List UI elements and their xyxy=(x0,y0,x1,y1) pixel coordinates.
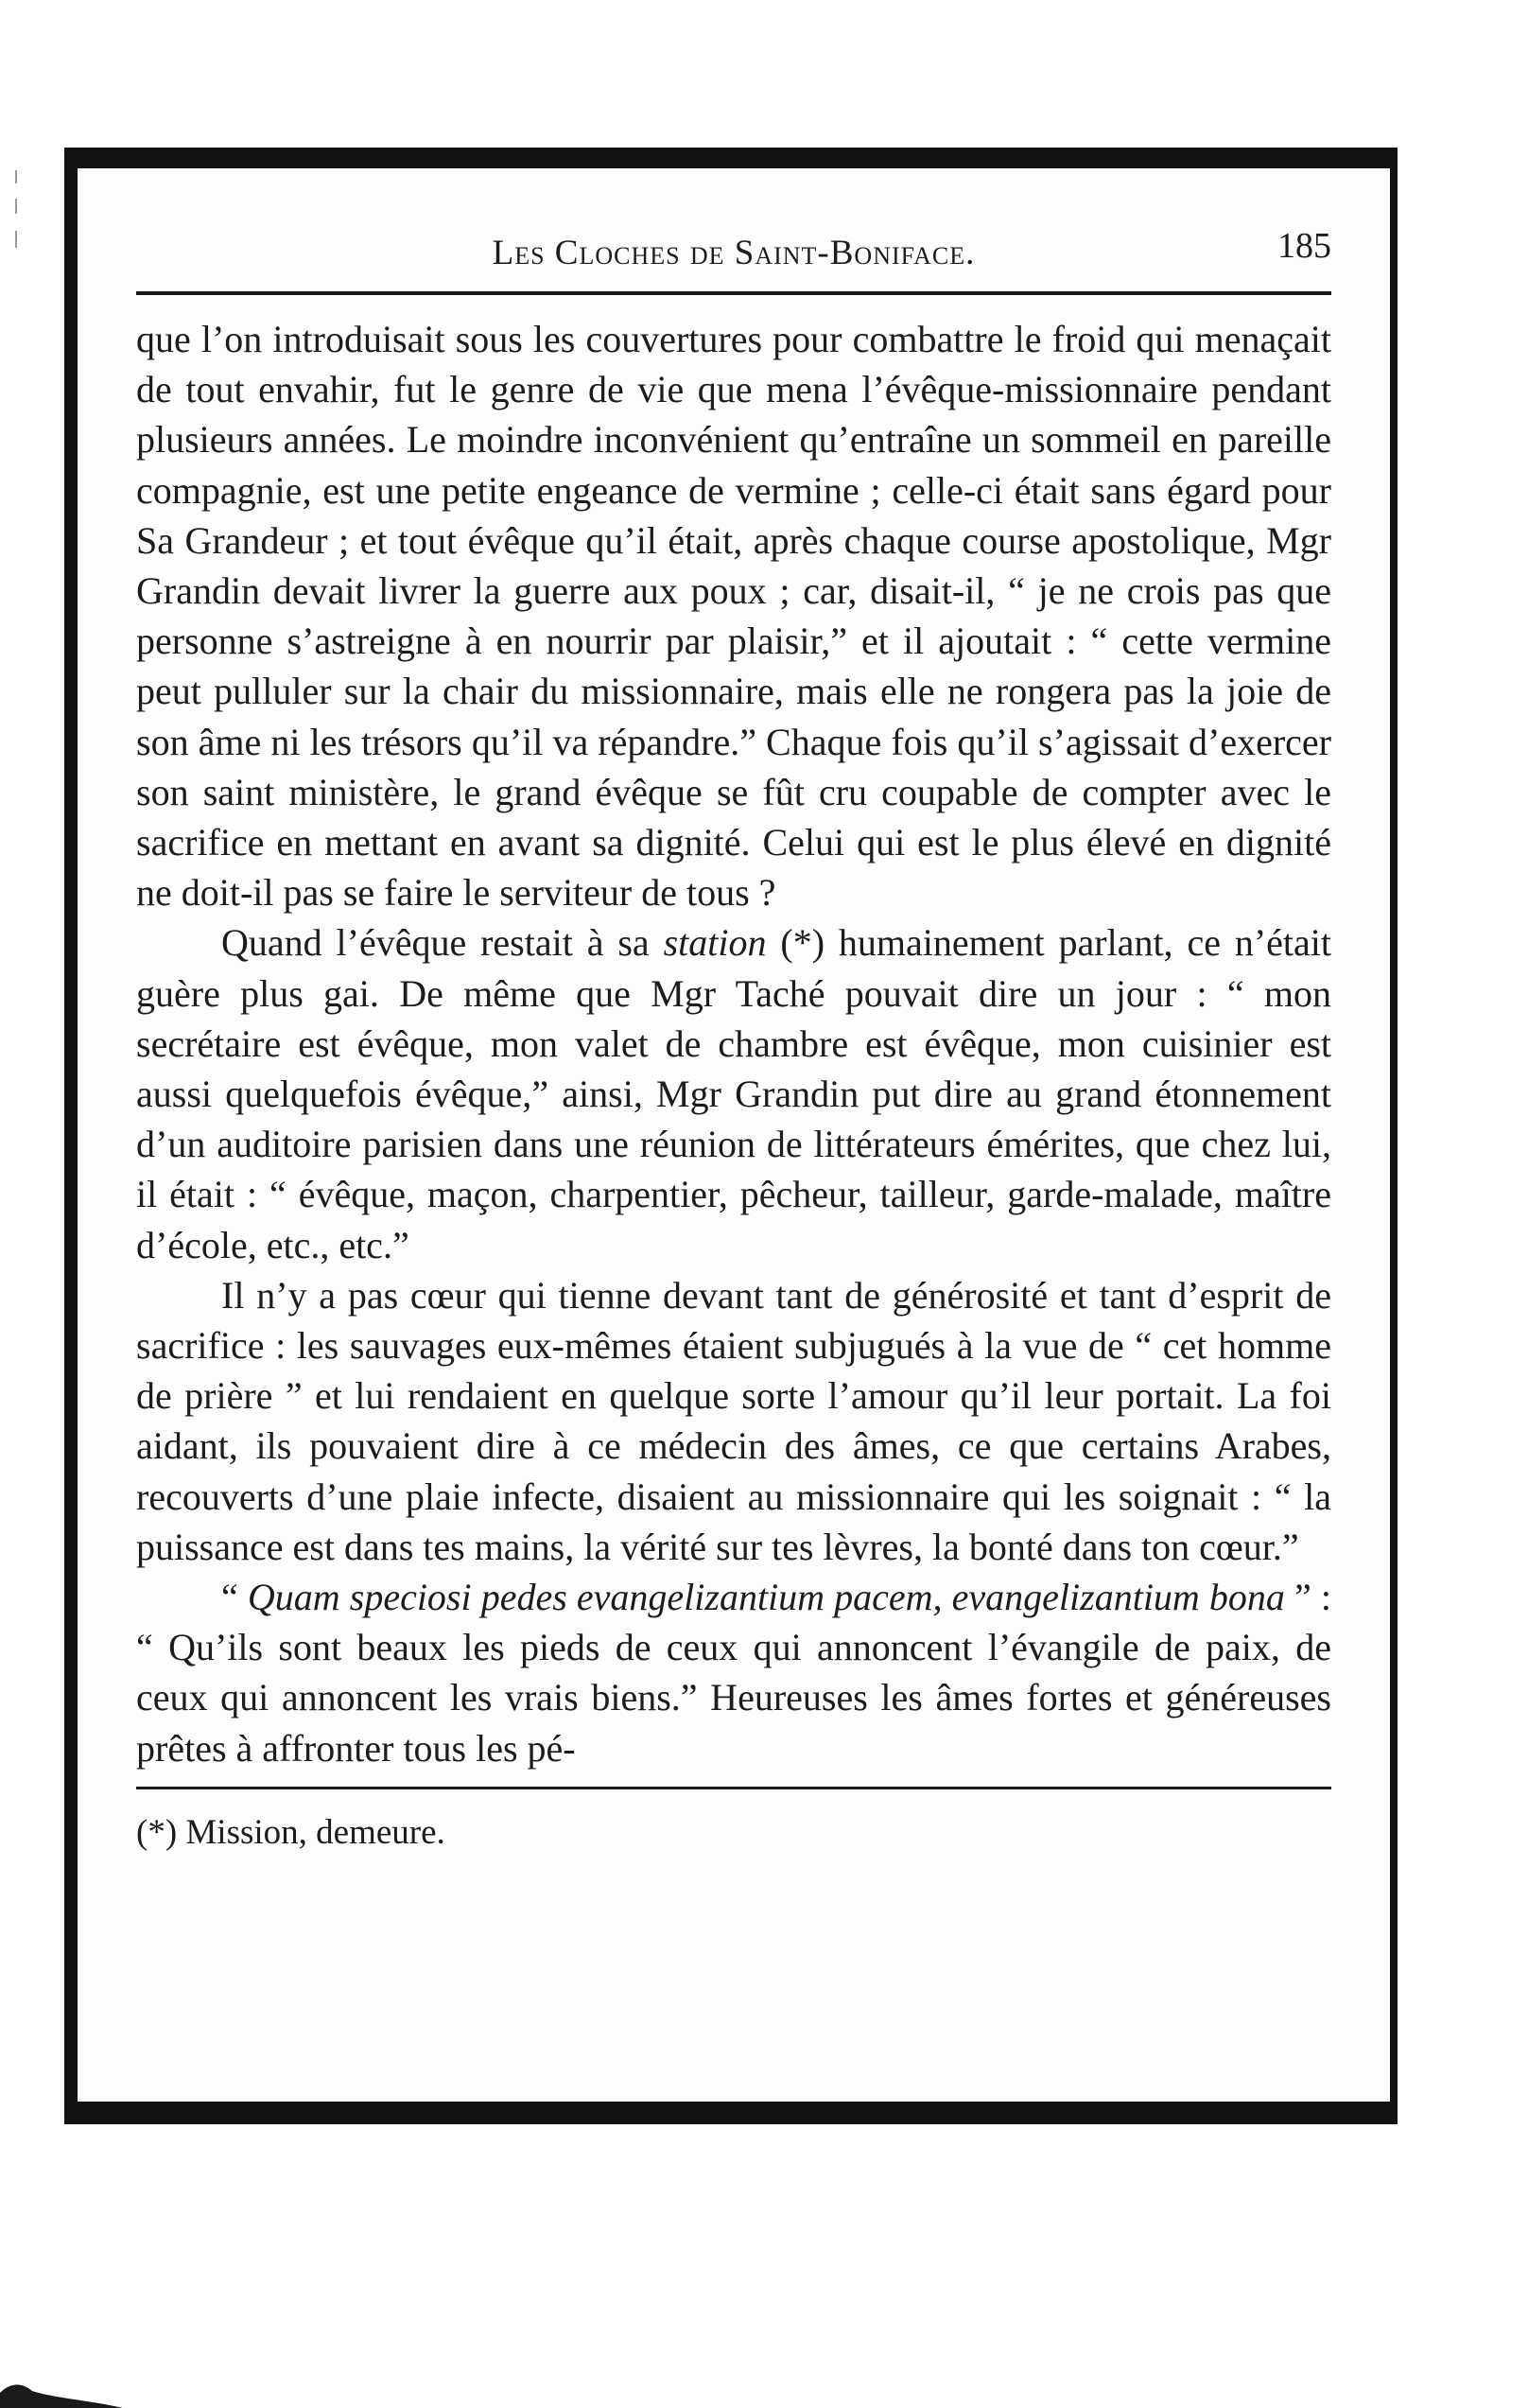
paragraph-4-open-quote: “ xyxy=(221,1576,238,1619)
body-text xyxy=(136,314,1331,1773)
paragraph-1: que l’on introduisait sous les couvertures pour combattre le froid qui menaçait de tout envahir, fut le genre de vie que mena l’évêque-missionnaire pendant plusieurs années. Le moindre inconvénient qu’entraîne un sommeil en pareille compagnie, est une petite engeance de vermine ; celle-ci était sans égard pour Sa Grandeur ; et tout évêque qu’il était, après chaque course apostolique, Mgr Grandin devait livrer la guerre aux poux ; car, disait-il, “ je ne crois pas que personne s’astreigne à en nourrir par plaisir,” et il ajoutait : “ cette vermine peut pulluler sur la chair du missionnaire, mais elle ne rongera pas la joie de son âme ni les trésors qu’il va répandre.” Chaque fois qu’il s’agissait d’exercer son saint ministère, le grand évêque se fût cru coupable de compter avec le sacrifice en mettant en avant sa dignité. Celui qui est le plus élevé en dignité ne doit-il pas se faire le serviteur de tous ? xyxy=(136,318,1331,915)
latin-quotation: Quam speciosi pedes evangelizantium pacem, evangelizantium bona xyxy=(247,1576,1285,1619)
running-title: Les Cloches de Saint-Boniface. xyxy=(492,234,976,272)
footnote: (*) Mission, demeure. xyxy=(136,1812,445,1852)
paragraph-2 xyxy=(136,917,1331,1269)
corner-ink-mark xyxy=(0,2372,123,2408)
binding-mark xyxy=(13,170,19,255)
paragraph-4 xyxy=(136,1572,1331,1773)
italic-station: station xyxy=(663,921,767,965)
footnote-rule xyxy=(136,1787,1331,1789)
paragraph-3: Il n’y a pas cœur qui tienne devant tant de générosité et tant d’esprit de sacrifice : les sauvages eux-mêmes étaient subjugués à la vue de “ cet homme de prière ” et lui rendaient en quelque sorte l’amour qu’il leur portait. La foi aidant, ils pouvaient dire à ce médecin des âmes, ce que certains Arabes, recouverts d’une plaie infecte, disaient au missionnaire qui les soignait : “ la puissance est dans tes mains, la vérité sur tes lèvres, la bonté dans ton cœur.” xyxy=(136,1273,1331,1568)
book-page xyxy=(136,226,1332,2064)
running-head xyxy=(136,226,1331,291)
paragraph-2-start: Quand l’évêque restait à sa xyxy=(221,921,650,965)
paragraph-2-rest: (*) humainement parlant, ce n’était guère plus gai. De même que Mgr Taché pouvait dire un jour : “ mon secrétaire est évêque, mon valet de chambre est évêque, mon cuisinier est aussi quelquefois évêque,” ainsi, Mgr Grandin put dire au grand étonnement d’un auditoire parisien dans une réunion de littérateurs émérites, que chez lui, il était : “ évêque, maçon, charpentier, pêcheur, tailleur, garde-malade, maître d’école, etc., etc.” xyxy=(136,921,1331,1266)
paragraph-4-rest: ” : “ Qu’ils sont beaux les pieds de ceux qui annoncent l’évangile de paix, de ceux qui annoncent les vrais biens.” Heureuses les âmes fortes et généreuses prêtes à affronter tous les pé- xyxy=(136,1576,1332,1770)
header-rule xyxy=(136,291,1331,295)
page-number: 185 xyxy=(1277,226,1331,266)
page-frame xyxy=(64,148,1398,2124)
